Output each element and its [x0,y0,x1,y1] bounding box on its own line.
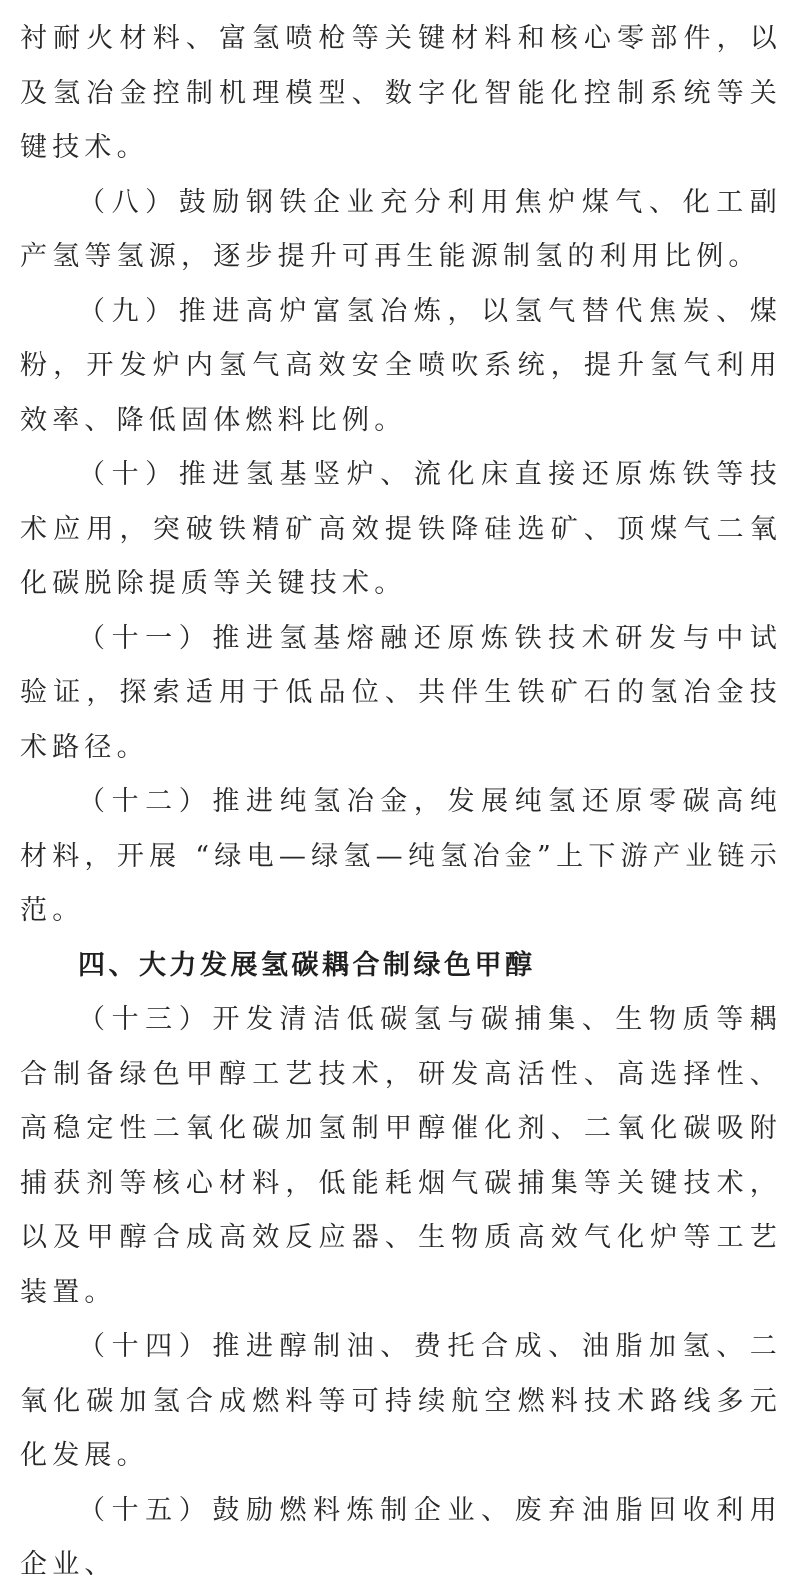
paragraph-item-13: （十三）开发清洁低碳氢与碳捕集、生物质等耦合制备绿色甲醇工艺技术，研发高活性、高选择性、高稳定性二氧化碳加氢制甲醇催化剂、二氧化碳吸附捕获剂等核心材料，低能耗烟气碳捕集等关键技术，以及甲醇合成高效反应器、生物质高效气化炉等工艺装置。 [20,1004,782,1308]
paragraph-item-8: （八）鼓励钢铁企业充分利用焦炉煤气、化工副产氢等氢源，逐步提升可再生能源制氢的利用比例。 [20,186,782,272]
paragraph-item-9: （九）推进高炉富氢冶炼，以氢气替代焦炭、煤粉，开发炉内氢气高效安全喷吹系统，提升氢气利用效率、降低固体燃料比例。 [20,295,782,436]
paragraph-item-12: （十二）推进纯氢冶金，发展纯氢还原零碳高纯材料，开展 “绿电—绿氢—纯氢冶金”上下游产业链示范。 [20,786,782,926]
section-heading-4: 四、大力发展氢碳耦合制绿色甲醇 [78,949,536,981]
paragraph-item-10: （十）推进氢基竖炉、流化床直接还原炼铁等技术应用，突破铁精矿高效提铁降硅选矿、顶煤气二氧化碳脱除提质等关键技术。 [20,459,782,599]
paragraph-item-15: （十五）鼓励燃料炼制企业、废弃油脂回收利用企业、 [20,1494,782,1580]
paragraph-item-11: （十一）推进氢基熔融还原炼铁技术研发与中试验证，探索适用于低品位、共伴生铁矿石的氢冶金技术路径。 [20,622,782,763]
paragraph-item-14: （十四）推进醇制油、费托合成、油脂加氢、二氧化碳加氢合成燃料等可持续航空燃料技术路线多元化发展。 [20,1331,782,1471]
paragraph-continuation: 衬耐火材料、富氢喷枪等关键材料和核心零部件，以及氢冶金控制机理模型、数字化智能化控制系统等关键技术。 [20,23,782,163]
